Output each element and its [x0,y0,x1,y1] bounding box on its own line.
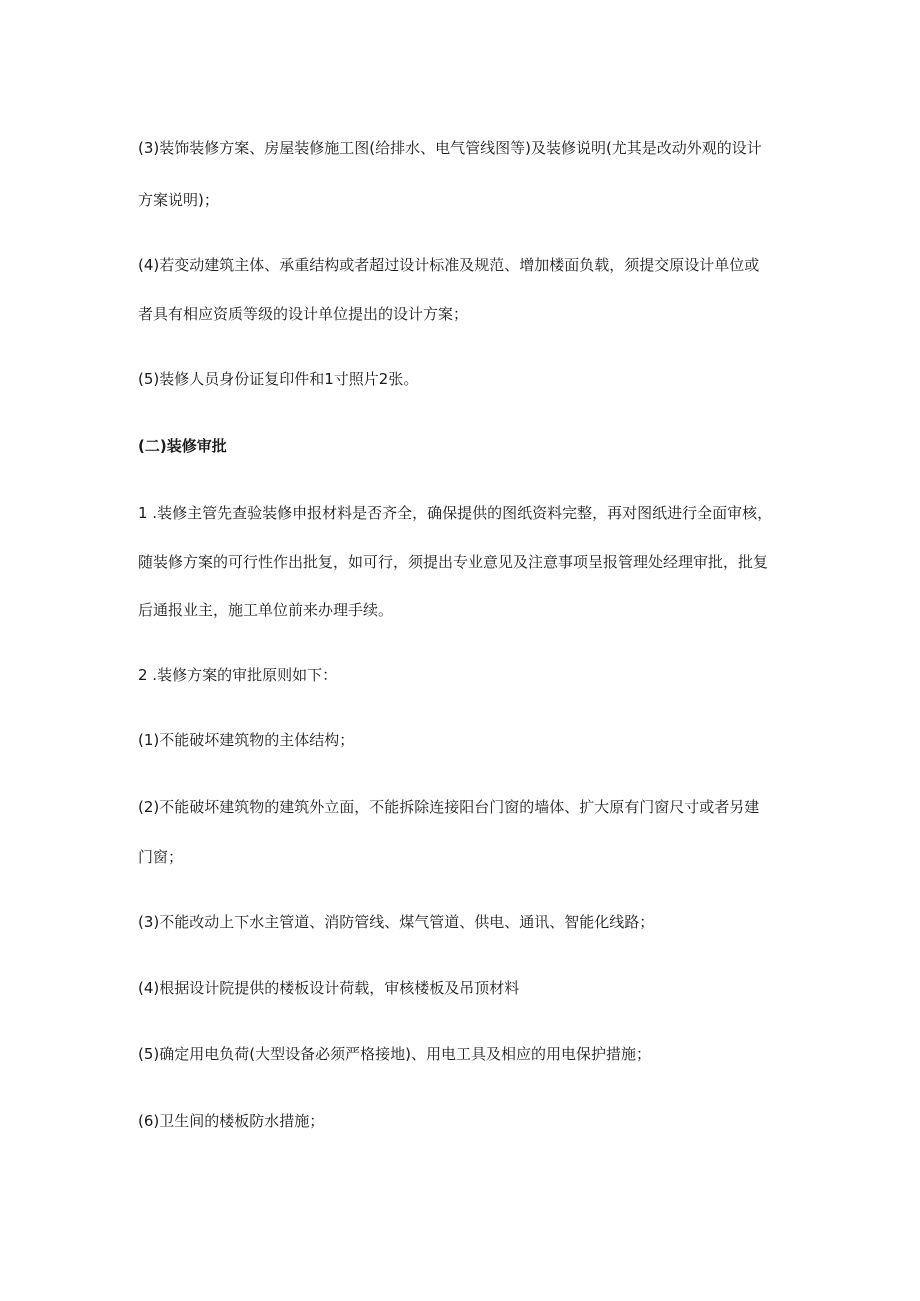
para-1-line-2: 随装修方案的可行性作出批复，如可行，须提出专业意见及注意事项呈报管理处经理审批，批复 [138,553,769,571]
principle-2-line-1: (2)不能破坏建筑物的建筑外立面，不能拆除连接阳台门窗的墙体、扩大原有门窗尺寸或者另建 [138,798,760,816]
principle-5: (5)确定用电负荷(大型设备必须严格接地)、用电工具及相应的用电保护措施； [138,1045,651,1063]
para-1-line-3: 后通报业主，施工单位前来办理手续。 [138,601,394,619]
principle-1: (1)不能破坏建筑物的主体结构； [138,731,355,749]
principle-3: (3)不能改动上下水主管道、消防管线、煤气管道、供电、通讯、智能化线路； [138,913,655,931]
para-2-line: 2 .装修方案的审批原则如下： [138,666,338,684]
item-5-line: (5)装修人员身份证复印件和1寸照片2张。 [138,370,419,388]
section-heading-approval: (二)装修审批 [138,437,227,455]
para-1-line-1: 1 .装修主管先查验装修申报材料是否齐全，确保提供的图纸资料完整，再对图纸进行全面审核， [138,504,773,522]
item-4-line-2: 者具有相应资质等级的设计单位提出的设计方案； [138,305,469,323]
principle-4: (4)根据设计院提供的楼板设计荷载，审核楼板及吊顶材料 [138,979,520,997]
item-3-line-1: (3)装饰装修方案、房屋装修施工图(给排水、电气管线图等)及装修说明(尤其是改动外观的设计 [138,139,762,157]
item-3-line-2: 方案说明)； [138,191,219,209]
principle-6: (6)卫生间的楼板防水措施； [138,1112,325,1130]
principle-2-line-2: 门窗； [138,848,184,866]
item-4-line-1: (4)若变动建筑主体、承重结构或者超过设计标准及规范、增加楼面负载，须提交原设计单位或 [138,256,760,274]
